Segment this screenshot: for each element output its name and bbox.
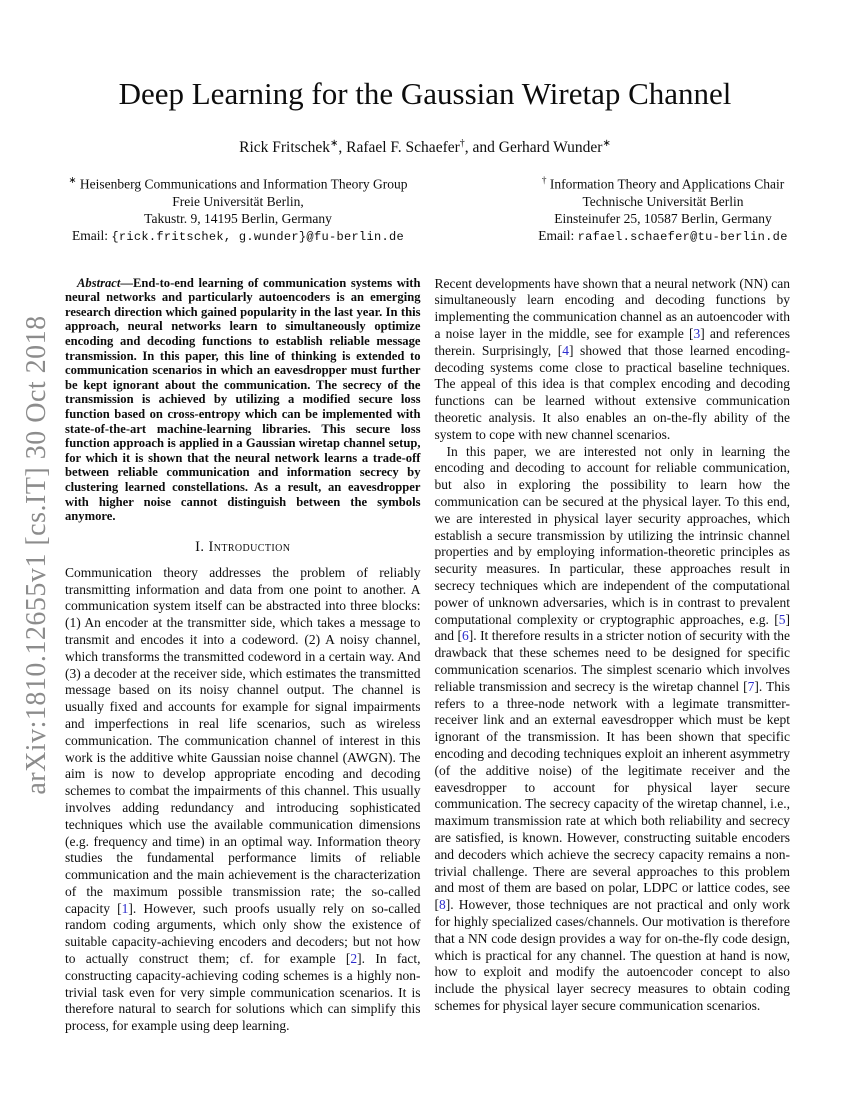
affiliations-row: [0, 173, 850, 246]
affiliation-line: Freie Universität Berlin,: [172, 193, 304, 209]
paragraph: In this paper, we are interested not only in learning the encoding and decoding to account for reliable communication, but also in exploring the possibility to learn how the communication can be secured at the physical layer. To this end, we are interested in physical layer security approaches, which establish a secure transmission by utilizing the intrinsic channel properties and by employing information-theoretic principles as security measures. In particular, these approaches result in secrecy techniques which are independent of the computational power of unknown adversaries, which is in contrast to prevalent computational complexity or cryptographic approaches, e.g. [5] and [6]. It therefore results in a stricter notion of security with the drawback that these schemes need to be designed for specific communication scenarios. The simplest scenario which involves reliable transmission and secrecy is the wiretap channel [7]. This refers to a three-node network with a legimate transmitter-receiver link and an external eavesdropper which must be kept ignorant of the transmission. It has been shown that specific encoding and decoding techniques exploit an inherent asymmetry (of the additive noise) of the legitimate receiver and the eavesdropper to account for physical layer secure communication. The secrecy capacity of the wiretap channel, i.e., maximum transmission rate at which both reliability and secrecy are satisfied, is known. However, constructing suitable encoders and decoders which achieve the secrecy capacity remains a non-trivial challenge. There are several approaches to this problem and most of them are based on polar, LDPC or lattice codes, see [8]. However, those techniques are not practical and only work for highly specialized cases/channels. Our motivation is therefore that a NN code design provides a way for on-the-fly code design, which is practical for any channel. The question at hand is now, how to exploit and modify the autoencoder concept to also include the physical layer secrecy measures to obtain coding schemes for physical layer secure communication scenarios.: [434, 443, 790, 1013]
affiliation-line: Technische Universität Berlin: [582, 193, 744, 209]
author-name: Rick Fritschek: [239, 139, 330, 157]
authors-line: [0, 138, 850, 157]
author-mark: ∗: [602, 138, 611, 149]
citation-link[interactable]: 7: [747, 678, 755, 694]
author-mark: †: [459, 138, 465, 149]
affiliation-left: [0, 173, 476, 246]
section-heading-introduction: [65, 539, 421, 556]
affiliation-group: Heisenberg Communications and Information Theory Group: [76, 176, 408, 192]
paragraph: Recent developments have shown that a neural network (NN) can simultaneously learn encoding and decoding functions by implementing the communication channel as an autoencoder with a noise layer in the middle, see for example [3] and references therein. Surprisingly, [4] showed that those learned encoding-decoding systems come close to practical baseline techniques. The appeal of this idea is that complex encoding and decoding functions can be learned without extensive communication theoretic analysis. It also enables an on-the-fly ability of the system to cope with new channel scenarios.: [434, 275, 791, 442]
section-title: Introduction: [208, 538, 291, 555]
citation-link[interactable]: 5: [778, 611, 786, 627]
email-label: Email:: [72, 227, 112, 243]
two-column-body: [0, 276, 850, 1035]
author-name: Gerhard Wunder: [498, 139, 603, 157]
abstract-text: —End-to-end learning of communication systems with neural networks and particularly autoencoders is an emerging research direction which gained popularity in the last year. In this approach, neural networks learn to simultaneously optimize encoding and decoding functions to establish reliable message transmission. In this paper, this line of thinking is extended to communication scenarios in which an eavesdropper must further be kept ignorant about the communication. The secrecy of the transmission is achieved by utilizing a modified secure loss function based on cross-entropy which can be implemented with state-of-the-art machine-learning libraries. This secure loss function approach is applied in a Gaussian wiretap channel setup, for which it is shown that the neural network learns a trade-off between reliable communication and information secrecy by clustering learned constellations. As a result, an eavesdropper with higher noise cannot distinguish between the symbols anymore.: [65, 275, 421, 524]
citation-link[interactable]: 2: [350, 951, 358, 967]
author-separator: ,: [338, 139, 347, 157]
citation-link[interactable]: 4: [562, 342, 569, 358]
citation-link[interactable]: 3: [693, 326, 701, 342]
affiliation-line: [0, 173, 476, 193]
affiliation-right: [476, 173, 850, 246]
email-address: rafael.schaefer@tu-berlin.de: [577, 229, 788, 244]
citation-link[interactable]: 8: [439, 897, 446, 913]
paragraph: Communication theory addresses the problem of reliably transmitting information and data from one point to another. A communication system itself can be abstracted into three blocks: (1) An encoder at the transmitter side, which takes a message to transmit and encodes it into a codeword. (2) A noisy channel, which transforms the transmitted codeword in a certain way. And (3) a decoder at the receiver side, which estimates the transmitted message based on its noisy channel output. The channel is usually fixed and accounts for example for signal impairments and imperfections in real life scenarios, such as wireless communication. The communication channel of interest in this work is the additive white Gaussian noise channel (AWGN). The aim is now to develop appropriate encoding and decoding schemes to combat the impairments of this channel. This usually involves adding redundancy and introducing sophisticated techniques which use the available communication dimensions (e.g. frequency and time) in an optimal way. Information theory studies the fundamental performance limits of reliable communication and the main achievement is the characterization of the maximum possible transmission rate; the so-called capacity [1]. However, such proofs usually rely on so-called random coding arguments, which only show the existence of suitable capacity-achieving encoders and decoders; but not how to actually construct them; cf. for example [2]. In fact, constructing capacity-achieving coding schemes is a highly non-trivial task even for very simple communication scenarios. It is therefore natural to search for solutions which can simplify this process, for example using deep learning.: [65, 564, 421, 1034]
author-mark: ∗: [329, 138, 339, 149]
affiliation-line: [476, 173, 850, 193]
author-name: Rafael F. Schaefer: [346, 139, 460, 157]
citation-link[interactable]: 1: [121, 900, 129, 916]
email-label: Email:: [538, 227, 578, 243]
citation-link[interactable]: 6: [461, 628, 469, 644]
affiliation-group: Information Theory and Applications Chair: [546, 176, 785, 192]
abstract-label: Abstract: [77, 275, 121, 290]
right-column: [435, 276, 791, 1035]
section-number: I.: [195, 538, 205, 555]
abstract: [65, 276, 421, 524]
affiliation-mark: ∗: [68, 176, 77, 187]
paper-header: [0, 0, 850, 246]
email-address: {rick.fritschek, g.wunder}@fu-berlin.de: [111, 229, 404, 244]
affiliation-line: Einsteinufer 25, 10587 Berlin, Germany: [554, 210, 772, 226]
author-separator: , and: [464, 139, 499, 157]
paper-title: Deep Learning for the Gaussian Wiretap Channel: [118, 76, 732, 111]
arxiv-watermark: arXiv:1810.12655v1 [cs.IT] 30 Oct 2018: [21, 315, 52, 795]
affiliation-email-line: [0, 227, 476, 246]
affiliation-mark: †: [541, 176, 547, 187]
affiliation-line: Takustr. 9, 14195 Berlin, Germany: [144, 210, 332, 226]
left-column: [65, 276, 421, 1035]
affiliation-email-line: [476, 227, 850, 246]
